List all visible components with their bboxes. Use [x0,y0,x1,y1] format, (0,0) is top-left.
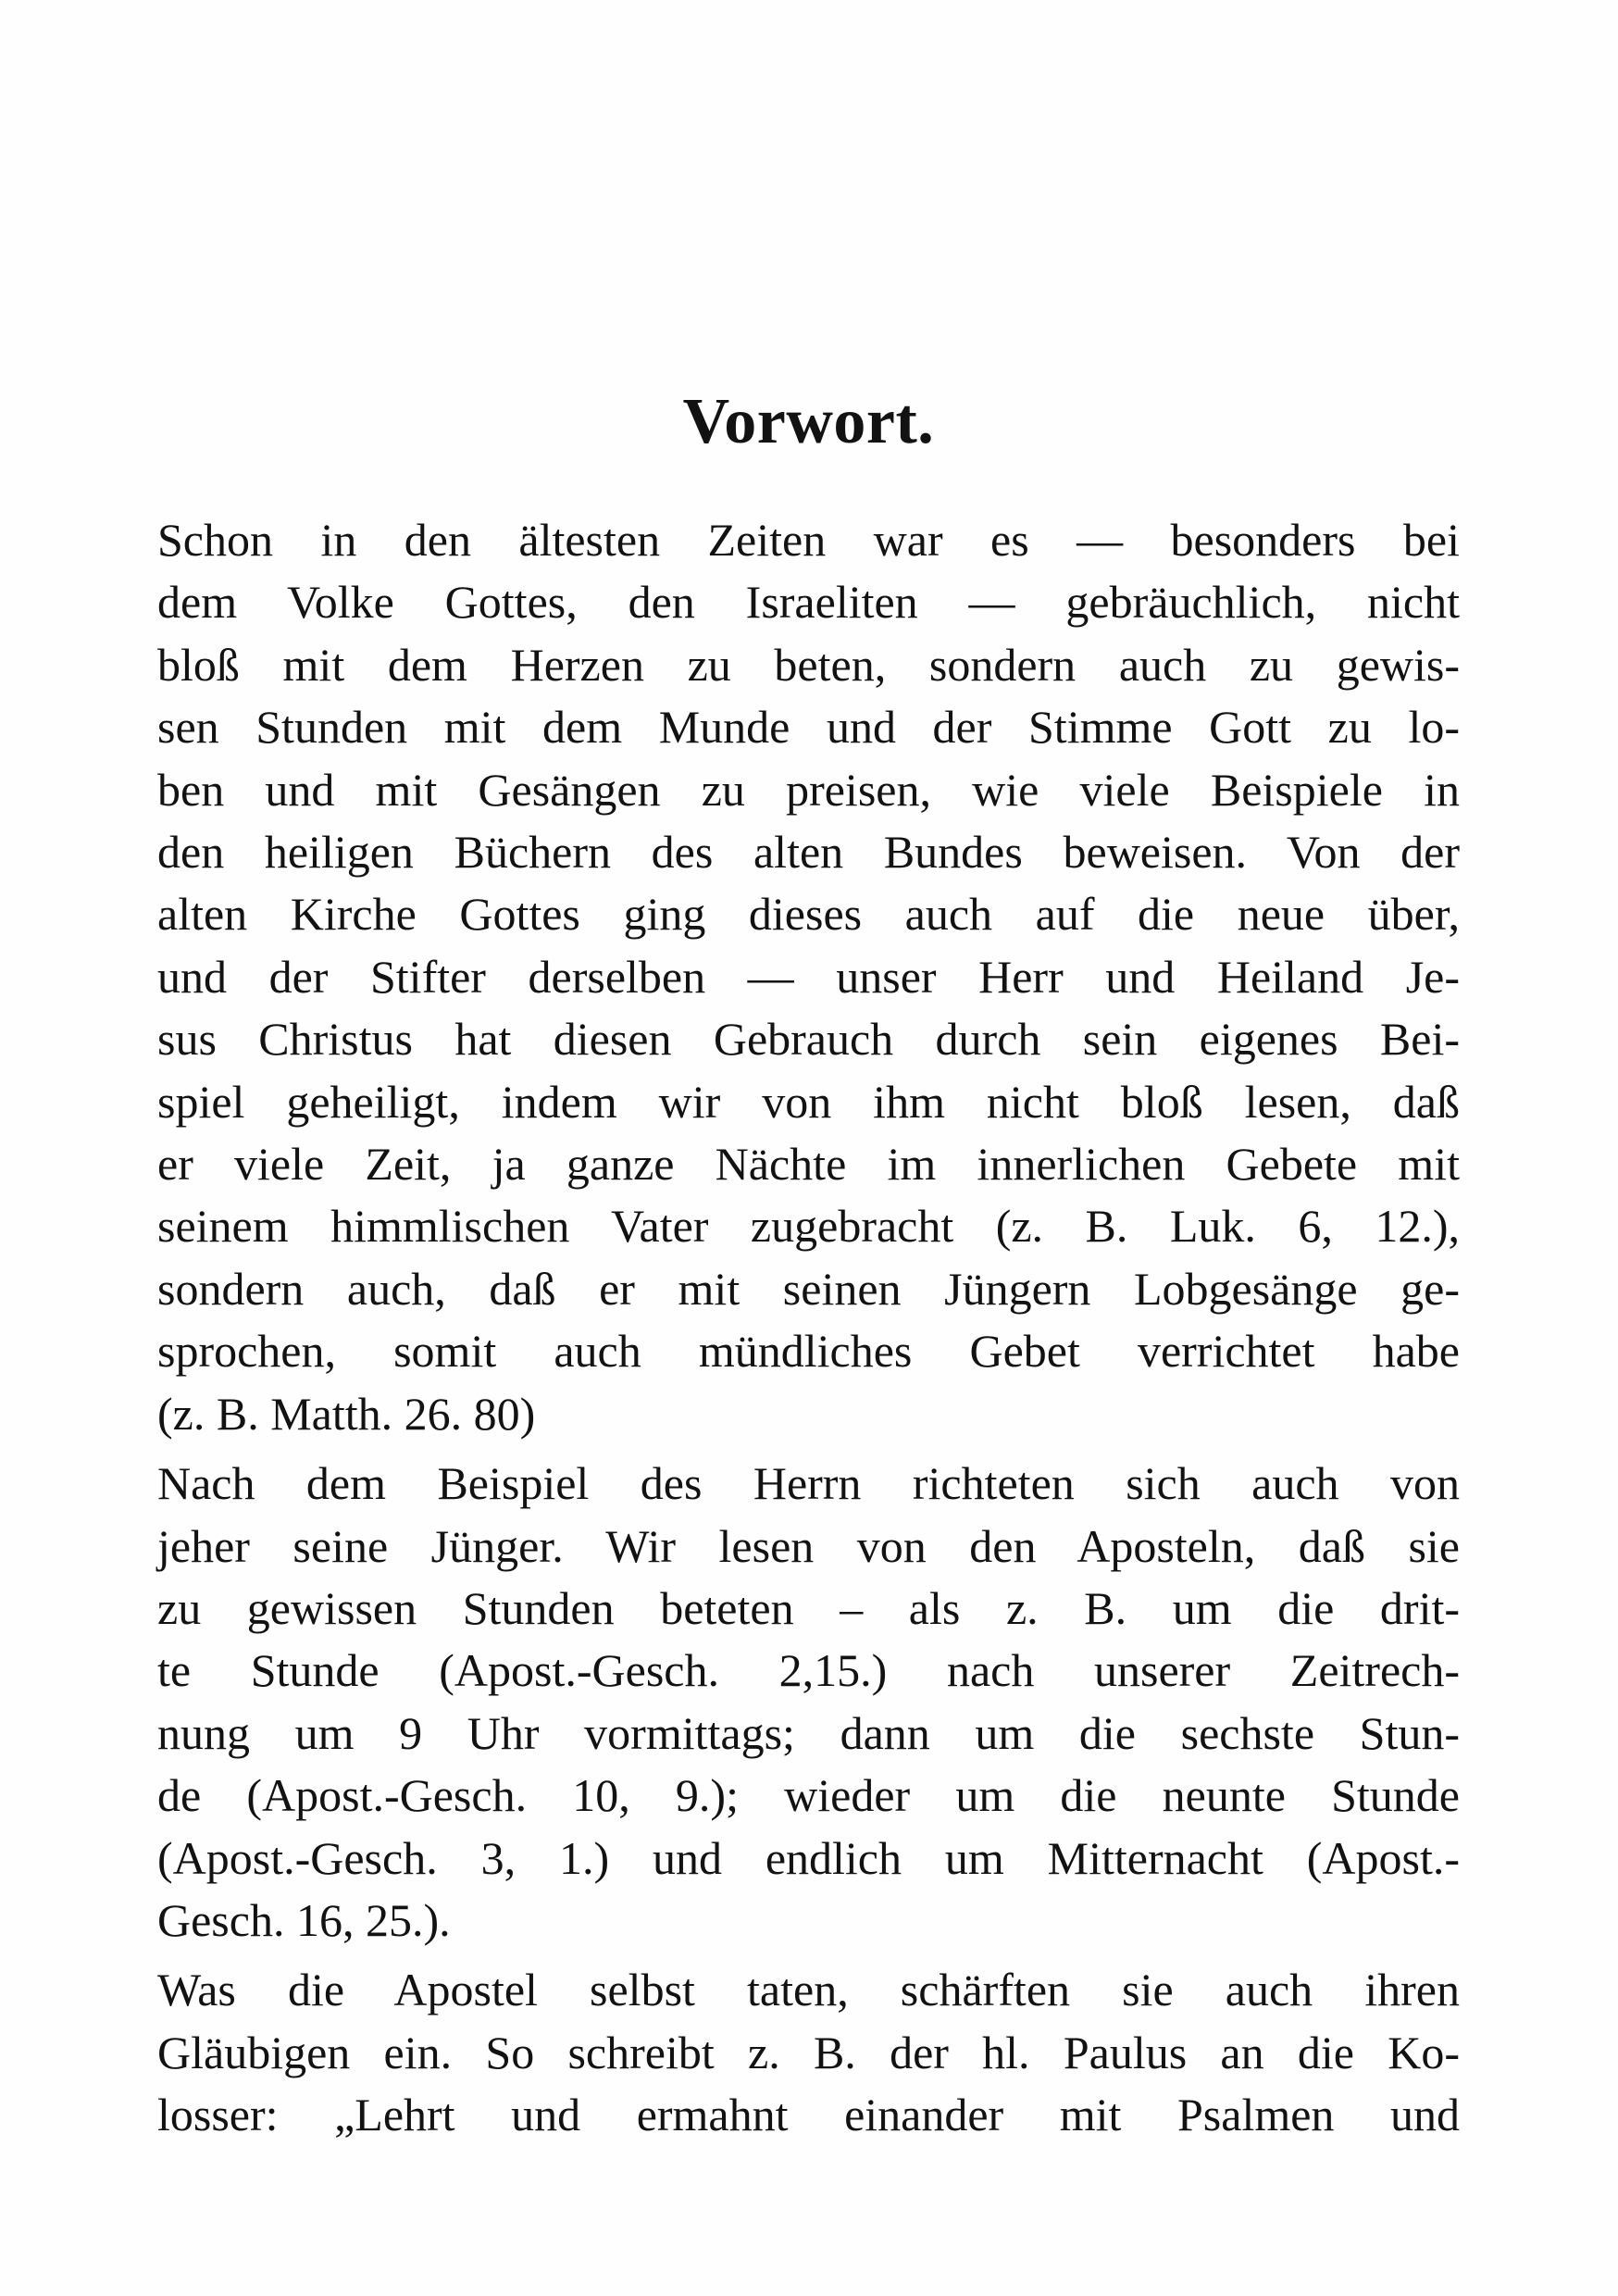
text-line: und der Stifter derselben — unser Herr und Heiland Je- [157,950,1460,1003]
text-line: ben und mit Gesängen zu preisen, wie viele Beispiele in [157,763,1460,816]
text-line: Was die Apostel selbst taten, schärften sie auch ihren [157,1964,1460,2016]
text-line: losser: „Lehrt und ermahnt einander mit Psalmen und [157,2089,1460,2141]
text-line: Gläubigen ein. So schreibt z. B. der hl. Paulus an die Ko- [157,2026,1460,2078]
text-line: Schon in den ältesten Zeiten war es — besonders bei [157,514,1460,566]
page-title: Vorwort. [682,386,935,457]
text-line: den heiligen Büchern des alten Bundes beweisen. Von der [157,826,1460,879]
text-line: er viele Zeit, ja ganze Nächte im innerlichen Gebete mit [157,1138,1460,1191]
text-line: Gesch. 16, 25.). [157,1893,451,1946]
text-line: seinem himmlischen Vater zugebracht (z. B. Luk. 6, 12.), [157,1200,1460,1253]
text-line: bloß mit dem Herzen zu beten, sondern auch zu gewis- [157,638,1460,691]
text-line: sen Stunden mit dem Munde und der Stimme Gott zu lo- [157,701,1460,754]
text-line: alten Kirche Gottes ging dieses auch auf die neue über, [157,888,1460,941]
text-line: zu gewissen Stunden beteten – als z. B. um die drit- [157,1581,1460,1634]
text-line: (Apost.-Gesch. 3, 1.) und endlich um Mitternacht (Apost.- [157,1831,1460,1884]
paragraph [157,1959,1460,2146]
text-line: de (Apost.-Gesch. 10, 9.); wieder um die neunte Stunde [157,1769,1460,1822]
text-line: te Stunde (Apost.-Gesch. 2,15.) nach unserer Zeitrech- [157,1644,1460,1697]
text-line: dem Volke Gottes, den Israeliten — gebräuchlich, nicht [157,576,1460,629]
text-line: sondern auch, daß er mit seinen Jüngern Lobgesänge ge- [157,1262,1460,1315]
paragraph [157,509,1460,1445]
text-line: sus Christus hat diesen Gebrauch durch sein eigenes Bei- [157,1013,1460,1066]
text-line: jeher seine Jünger. Wir lesen von den Aposteln, daß sie [157,1519,1460,1572]
page-body [157,509,1460,2147]
text-line: Nach dem Beispiel des Herrn richteten sich auch von [157,1457,1460,1510]
paragraph [157,1453,1460,1952]
text-line: spiel geheiligt, indem wir von ihm nicht bloß lesen, daß [157,1075,1460,1128]
text-line: nung um 9 Uhr vormittags; dann um die sechste Stun- [157,1706,1460,1759]
text-line: sprochen, somit auch mündliches Gebet verrichtet habe [157,1325,1460,1378]
text-line: (z. B. Matth. 26. 80) [157,1387,536,1440]
